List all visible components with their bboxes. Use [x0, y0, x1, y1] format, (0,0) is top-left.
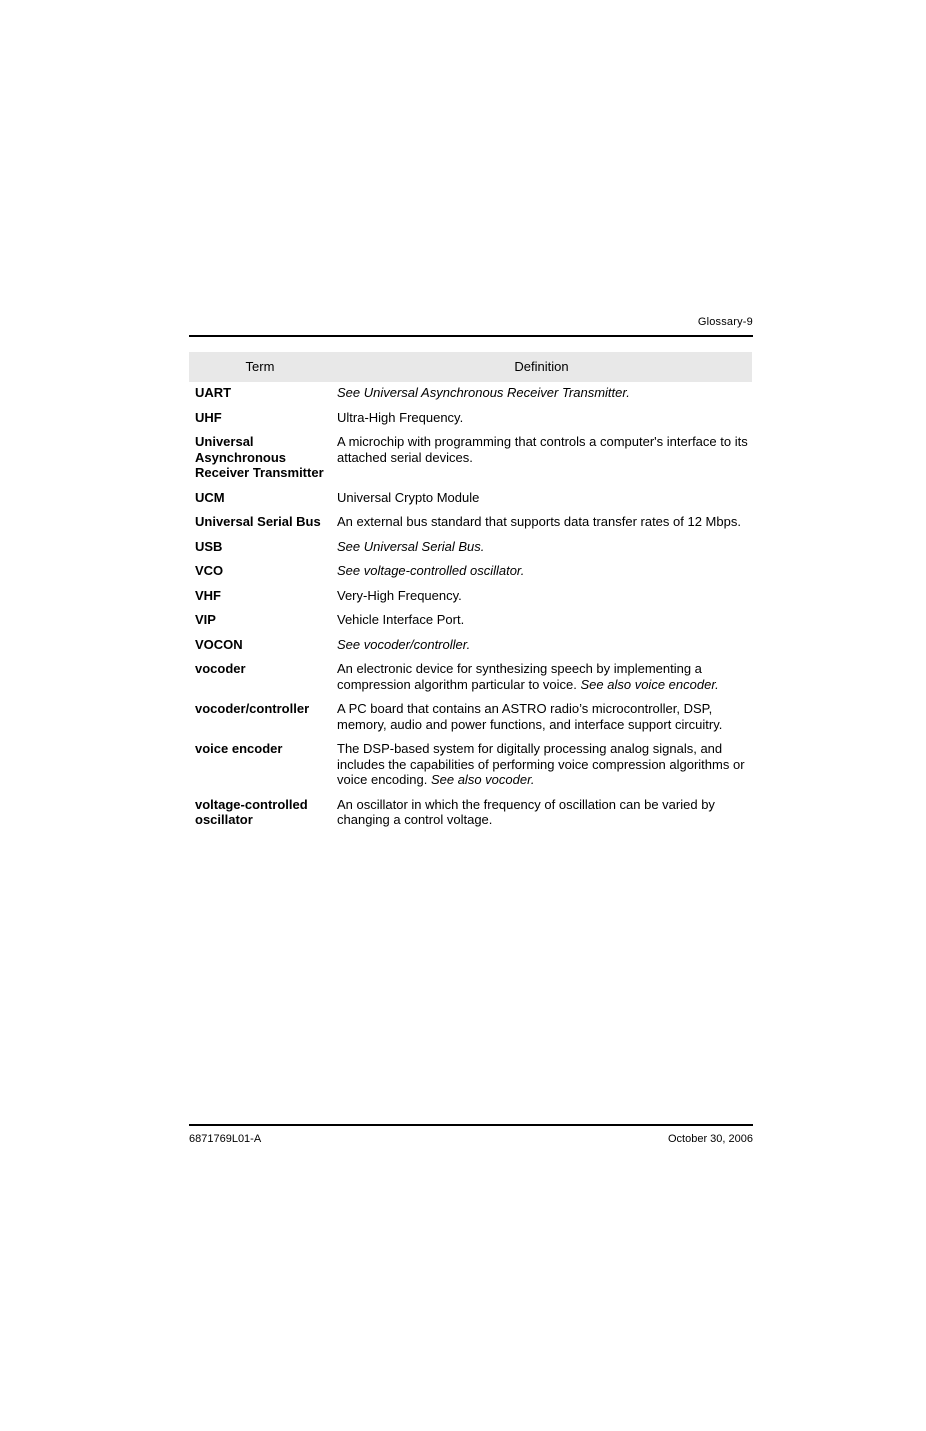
table-row [189, 634, 752, 659]
definition-cell: An oscillator in which the frequency of oscillation can be varied by changing a control voltage. [337, 796, 715, 827]
term-cell: USB [195, 538, 223, 554]
header-divider [189, 335, 753, 337]
table-row [189, 407, 752, 432]
definition-text: An electronic device for synthesizing speech by implementing a compression algorithm particular to voice. [337, 661, 702, 692]
document-number: 6871769L01-A [189, 1133, 262, 1145]
term-cell: Universal Serial Bus [195, 514, 321, 529]
definition-cell: An external bus standard that supports data transfer rates of 12 Mbps. [337, 514, 741, 529]
cross-reference: See also vocoder. [430, 772, 535, 787]
table-row [189, 487, 752, 512]
definition-cell: See Universal Asynchronous Receiver Transmitter. [337, 385, 630, 400]
term-cell: UART [195, 385, 232, 400]
term-cell: VCO [195, 563, 224, 578]
table-row [189, 431, 752, 487]
term-cell: VOCON [195, 636, 243, 652]
definition-cell [331, 658, 752, 698]
column-header-definition: Definition [331, 352, 752, 382]
definition-cell: See voltage-controlled oscillator. [337, 563, 525, 578]
definition-cell: Vehicle Interface Port. [337, 612, 465, 627]
table-header-row [189, 352, 752, 382]
table-row [189, 585, 752, 610]
table-row [189, 738, 752, 794]
definition-cell: Very-High Frequency. [337, 587, 462, 603]
definition-cell: Universal Crypto Module [337, 489, 480, 505]
table-row [189, 698, 752, 738]
term-cell: Universal Asynchronous Receiver Transmitter [195, 434, 324, 480]
table-row [189, 511, 752, 536]
table-row [189, 609, 752, 634]
term-cell: voice encoder [195, 741, 283, 756]
glossary-table [189, 352, 752, 834]
definition-cell: Ultra-High Frequency. [337, 409, 464, 425]
term-cell: vocoder/controller [195, 701, 310, 716]
term-cell: VHF [195, 587, 221, 603]
term-cell: UHF [195, 409, 222, 425]
definition-cell: A microchip with programming that controls a computer's interface to its attached serial devices. [337, 434, 748, 465]
table-row [189, 560, 752, 585]
cross-reference: See also voice encoder. [580, 676, 719, 692]
table-row [189, 794, 752, 834]
table-row [189, 536, 752, 561]
page-number-label: Glossary-9 [697, 316, 753, 328]
footer-divider [189, 1124, 753, 1126]
term-cell: UCM [195, 489, 225, 505]
term-cell: vocoder [195, 661, 246, 676]
definition-cell: See vocoder/controller. [337, 636, 471, 652]
definition-cell: See Universal Serial Bus. [337, 538, 485, 554]
definition-cell [331, 738, 752, 794]
term-cell: voltage-controlled oscillator [195, 796, 308, 827]
definition-text: The DSP-based system for digitally processing analog signals, and includes the capabilities of performing voice compression algorithms or voice encoding. [337, 741, 745, 787]
definition-cell: A PC board that contains an ASTRO radio’s microcontroller, DSP, memory, audio and power functions, and interface support circuitry. [337, 701, 723, 732]
table-row [189, 658, 752, 698]
column-header-term: Term [189, 352, 331, 382]
term-cell: VIP [195, 612, 216, 627]
table-row [189, 382, 752, 407]
document-date: October 30, 2006 [667, 1133, 753, 1145]
